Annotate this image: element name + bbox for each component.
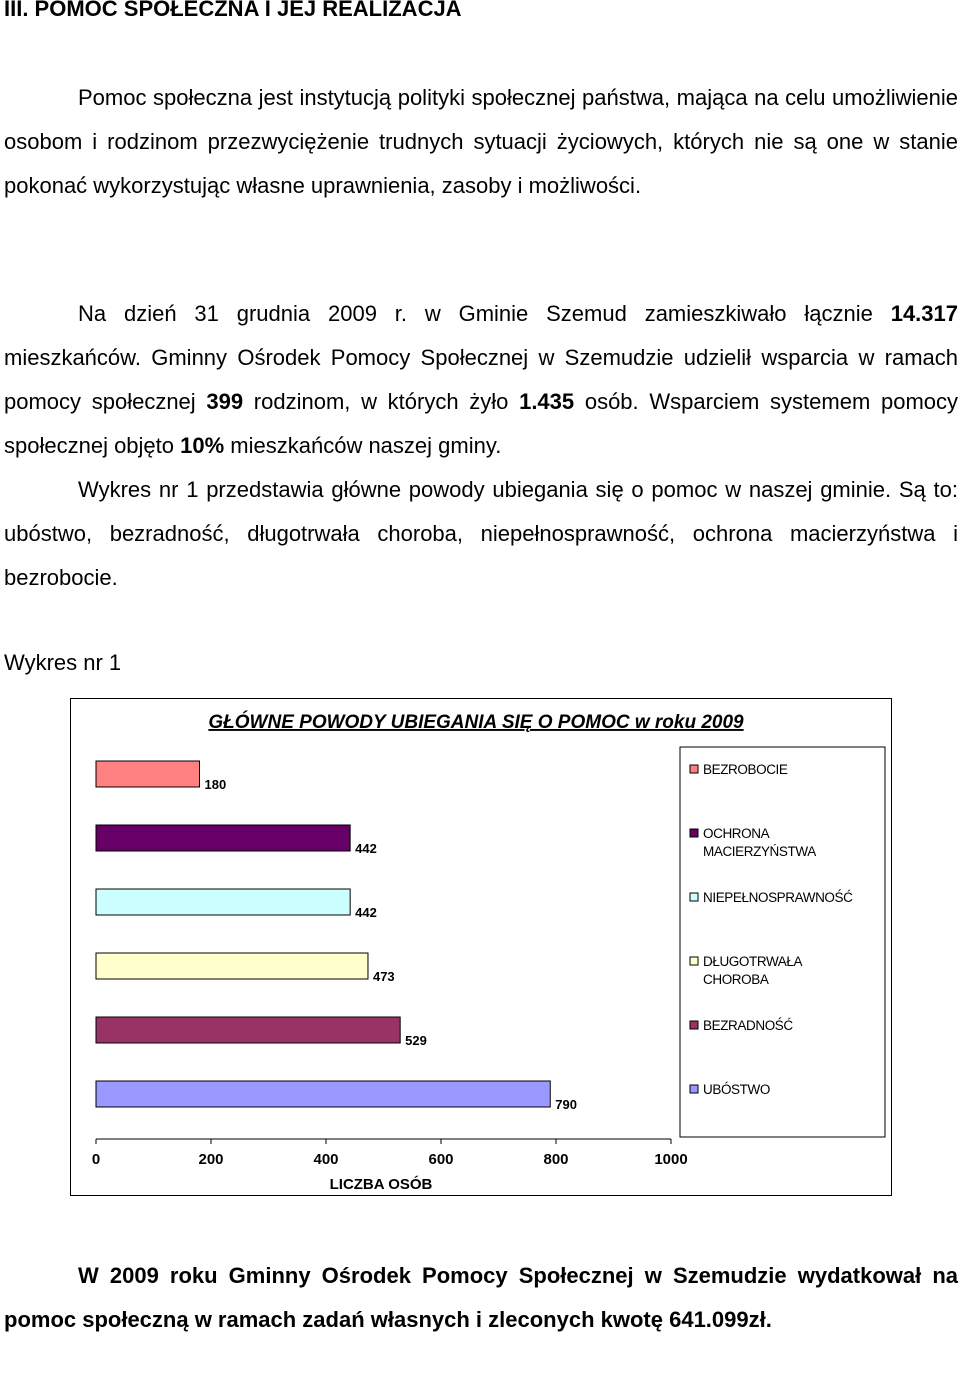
person-count: 1.435 (519, 389, 575, 414)
x-axis-label: LICZBA OSÓB (329, 1176, 433, 1193)
stats-text-3: rodzinom, w których żyło (243, 389, 520, 414)
x-tick-label-0: 0 (91, 1151, 101, 1168)
legend-swatch-0 (690, 765, 698, 773)
x-tick-label-5: 1000 (654, 1151, 688, 1168)
legend-swatch-1 (690, 829, 698, 837)
bar-value-label-3: 473 (372, 969, 395, 984)
bar-value-label-4: 529 (405, 1033, 427, 1048)
legend-swatch-2 (690, 893, 698, 901)
x-tick-label-1: 200 (198, 1151, 224, 1168)
legend-label-3-0: DŁUGOTRWAŁA (703, 954, 803, 969)
stats-text-4: osób. Wsparciem systemem pomocy społecznej objęto (4, 389, 959, 458)
bar-1 (96, 825, 350, 851)
reasons-paragraph: Wykres nr 1 przedstawia główne powody ubiegania się o pomoc w naszej gminie. Są to: ubóstwo, bezradność, długotrwała choroba, niepełnosprawność, ochrona macierzyństwa i bezrobocie. (4, 477, 958, 590)
coverage-percent: 10% (180, 433, 225, 458)
expenditure-paragraph: W 2009 roku Gminny Ośrodek Pomocy Społecznej w Szemudzie wydatkował na pomoc społeczną w ramach zadań własnych i zleconych kwotę 641.099zł. (4, 1263, 958, 1332)
population-count: 14.317 (890, 301, 958, 326)
legend-label-5-0: UBÓSTWO (703, 1082, 770, 1097)
x-tick-label-2: 400 (313, 1151, 339, 1168)
stats-text-5: mieszkańców naszej gminy. (224, 433, 502, 458)
section-heading: III. POMOC SPOŁECZNA I JEJ REALIZACJA (4, 0, 462, 21)
x-tick-label-4: 800 (543, 1151, 569, 1168)
legend-label-0-0: BEZROBOCIE (703, 762, 788, 777)
chart-frame (70, 698, 892, 1196)
x-tick-label-3: 600 (428, 1151, 454, 1168)
stats-text-1: Na dzień 31 grudnia 2009 r. w Gminie Szemud zamieszkiwało łącznie (78, 301, 891, 326)
legend-label-1-1: MACIERZYŃSTWA (703, 844, 816, 859)
legend-swatch-3 (690, 957, 698, 965)
bar-value-label-1: 442 (355, 841, 377, 856)
legend-box (680, 747, 885, 1137)
stats-text-2: mieszkańców. Gminny Ośrodek Pomocy Społecznej w Szemudzie udzielił wsparcia w ramach pomocy społecznej (4, 345, 958, 414)
legend-swatch-5 (690, 1085, 698, 1093)
family-count: 399 (206, 389, 244, 414)
legend-label-4-0: BEZRADNOŚĆ (703, 1018, 793, 1033)
bar-value-label-5: 790 (555, 1097, 577, 1112)
legend-label-3-1: CHOROBA (703, 972, 769, 987)
bar-0 (96, 761, 200, 787)
chart-title: GŁÓWNE POWODY UBIEGANIA SIĘ O POMOC w roku 2009 (208, 712, 744, 733)
bar-chart (71, 699, 893, 1197)
bar-3 (96, 953, 368, 979)
bar-value-label-2: 442 (355, 905, 377, 920)
bar-5 (96, 1081, 550, 1107)
intro-paragraph: Pomoc społeczna jest instytucją polityki społecznej państwa, mająca na celu umożliwienie osobom i rodzinom przezwyciężenie trudnych sytuacji życiowych, których nie są one w stanie pokonać wykorzystując własne uprawnienia, zasoby i możliwości. (4, 85, 958, 198)
legend-label-2-0: NIEPEŁNOSPRAWNOŚĆ (703, 890, 853, 905)
bar-value-label-0: 180 (204, 777, 227, 792)
bar-2 (96, 889, 350, 915)
chart-caption: Wykres nr 1 (4, 650, 122, 675)
legend-swatch-4 (690, 1021, 698, 1029)
statistics-paragraph (4, 292, 958, 468)
bar-4 (96, 1017, 400, 1043)
legend-label-1-0: OCHRONA (703, 826, 770, 841)
